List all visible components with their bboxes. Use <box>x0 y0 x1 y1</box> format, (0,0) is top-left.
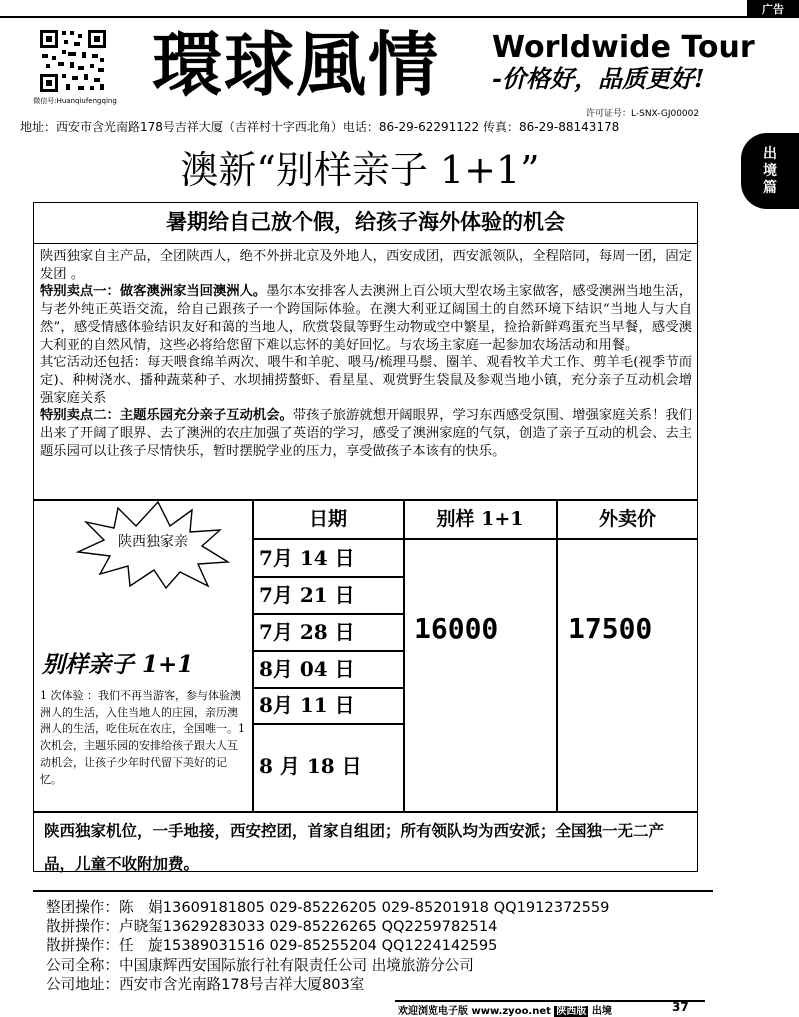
slogan: -价格好，品质更好! <box>492 64 705 93</box>
wechat-id: 微信号:Huanqiufengqing <box>33 97 117 105</box>
contact-line: 散拼操作：任 旋15389031516 029-85255204 QQ1224142595 <box>46 937 498 955</box>
highlight-body: 墨尔本安排客人去澳洲上百公顷大型农场主家做客，感受澳洲当地生活，与老外纯正英语交流，给自己跟孩子一个跨国际体验。在澳大利亚辽阔国土的自然环境下结识“当地人与大自然”，感受情感体验结识友好和蔼的当地人，欣赏袋鼠等野生动物或空中繁星，捡拾新鲜鸡蛋充当早餐，感受澳大利亚的自然风情，这些必将给您留下难以忘怀的美好回忆。与农场主家庭一起参加农场活动和用餐。 <box>40 284 693 353</box>
highlight-heading: 特别卖点二：主题乐园充分亲子互动机会。 <box>40 408 293 424</box>
footer <box>398 1002 612 1017</box>
departure-date: 7月 21 日 <box>259 583 355 607</box>
departure-date: 7月 14 日 <box>259 546 355 570</box>
footer-section: 出境 <box>591 1006 612 1017</box>
section-tab <box>741 133 799 209</box>
departure-date: 8月 11 日 <box>259 693 355 717</box>
contact-line: 散拼操作：卢晓玺13629283033 029-85226265 QQ2259782514 <box>46 918 498 936</box>
feature-note: 陕西独家机位，一手地接，西安控团，首家自组团；所有领队均为西安派；全国独一无二产品，儿童不收附加费。 <box>44 821 665 873</box>
ad-label: 广告 <box>747 0 799 17</box>
intro-paragraph <box>40 407 692 460</box>
table-bottom-rule <box>33 811 698 813</box>
intro-text <box>40 248 692 460</box>
table-header-date: 日期 <box>308 508 347 530</box>
license-number: 许可证号：L-SNX-GJ00002 <box>586 109 700 119</box>
contact-line: 整团操作：陈 娟13609181805 029-85226205 029-85201918 QQ1912372559 <box>46 899 610 916</box>
page-title: 澳新“别样亲子 1+1” <box>180 148 540 192</box>
table-header-product: 别样 1+1 <box>436 508 524 530</box>
contacts-rule <box>33 890 713 892</box>
section-tab-char: 篇 <box>763 179 777 196</box>
highlight-heading: 特别卖点一：做客澳洲家当回澳洲人。 <box>40 284 267 300</box>
contact-line: 公司地址：西安市含光南路178号吉祥大厦803室 <box>46 975 365 993</box>
section-tab-char: 出 <box>763 145 777 162</box>
exclusive-badge: 陕西独家亲 <box>118 534 188 550</box>
table-divider <box>556 500 558 812</box>
highlight-body: 带孩子旅游就想开阔眼界，学习东西感受氛围、增强家庭关系！我们出来了开阔了眼界、去了澳洲的农庄加强了英语的学习，感受了澳洲家庭的气氛，创造了亲子互动的机会、去主题乐园可以让孩子尽情快乐，暂时摆脱学业的压力，享受做孩子本该有的快乐。 <box>40 408 693 459</box>
company-address: 地址：西安市含光南路178号吉祥大厦（吉祥村十字西北角）电话：86-29-62291122 传真：86-29-88143178 <box>20 120 620 134</box>
logo-cn: 環球風情 <box>152 23 440 106</box>
product-name: 别样亲子 1+1 <box>42 651 194 678</box>
page-number: 37 <box>672 1000 689 1014</box>
contact-list <box>46 898 609 994</box>
departure-date: 7月 28 日 <box>259 620 355 644</box>
departure-date: 8月 04 日 <box>259 657 355 681</box>
intro-paragraph: 陕西独家自主产品，全团陕西人，绝不外拼北京及外地人，西安成团，西安派领队，全程陪同，每周一团，固定发团 。 <box>40 249 692 282</box>
price-product: 16000 <box>414 612 499 645</box>
qr-code <box>38 28 108 94</box>
table-divider <box>403 500 405 812</box>
price-retail: 17500 <box>568 612 653 645</box>
contact-line: 公司全称：中国康辉西安国际旅行社有限责任公司 出境旅游分公司 <box>46 956 474 974</box>
intro-paragraph: 其它活动还包括：每天喂食绵羊两次、喂牛和羊驼、喂马/梳理马鬃、圈羊、观看牧羊犬工作、剪羊毛(视季节而定)、种树浇水、播种蔬菜种子、水坝捕捞螯虾、看星星、观赏野生袋鼠及参观当地小镇，充分亲子互动机会增强家庭关系 <box>40 355 692 406</box>
subtitle: 暑期给自己放个假，给孩子海外体验的机会 <box>33 202 698 244</box>
footer-text: 欢迎浏览电子版 www.zyoo.net <box>398 1006 551 1017</box>
table-header-price: 外卖价 <box>598 508 656 530</box>
product-highlights: 1 次体验 ：我们不再当游客，参与体验澳洲人的生活，入住当地人的庄园，亲历澳洲人的生活，吃住玩在农庄，全国唯一。1 次机会，主题乐园的安排给孩子跟大人互动机会，让孩子少年时代留下美好的记忆。 <box>40 689 245 786</box>
top-rule <box>0 16 799 18</box>
footer-brand: 陕西版 <box>556 1006 587 1017</box>
section-tab-char: 境 <box>763 162 777 179</box>
logo-en: Worldwide Tour <box>492 30 755 65</box>
date-rule <box>252 723 404 725</box>
intro-paragraph <box>40 283 692 354</box>
departure-date: 8 月 18 日 <box>259 754 362 778</box>
